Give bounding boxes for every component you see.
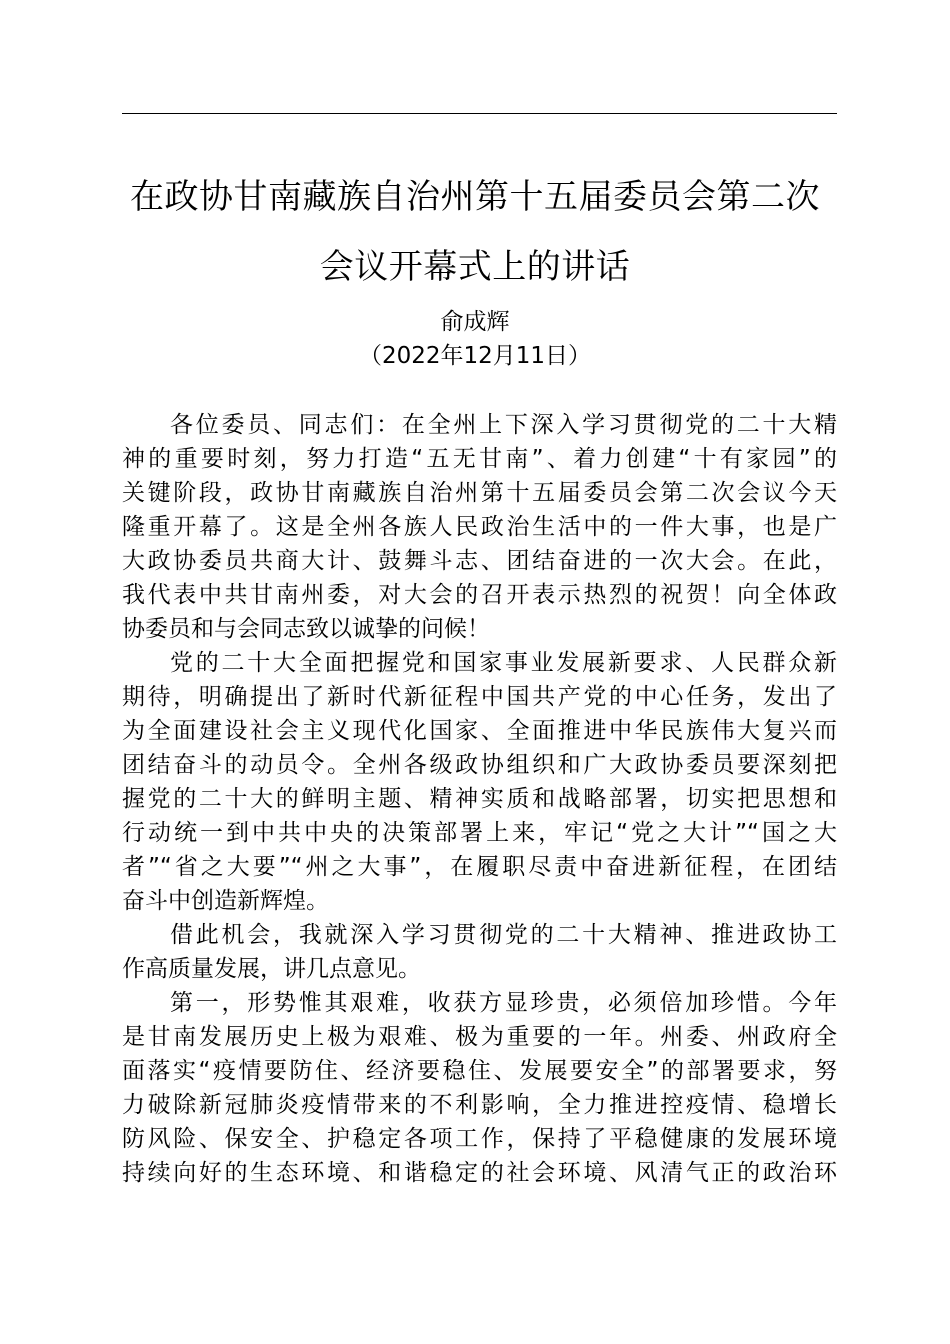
text-line: 者”“省之大要”“州之大事”，在履职尽责中奋进新征程，在团结: [122, 854, 837, 880]
text-line: 力破除新冠肺炎疫情带来的不利影响，全力推进控疫情、稳增长: [122, 1092, 837, 1118]
text-line: 行动统一到中共中央的决策部署上来，牢记“党之大计”“国之大: [122, 820, 837, 846]
text-line: 党的二十大全面把握党和国家事业发展新要求、人民群众新: [170, 650, 837, 676]
text-line: 协委员和与会同志致以诚挚的问候！: [122, 616, 490, 642]
text-line: 握党的二十大的鲜明主题、精神实质和战略部署，切实把思想和: [122, 786, 837, 812]
text-line: 作高质量发展，讲几点意见。: [122, 956, 421, 982]
paragraph-3: [122, 918, 837, 986]
text-line: 面落实“疫情要防住、经济要稳住、发展要安全”的部署要求，努: [122, 1058, 837, 1084]
text-line: 我代表中共甘南州委，对大会的召开表示热烈的祝贺！向全体政: [122, 582, 837, 608]
text-line: 第一，形势惟其艰难，收获方显珍贵，必须倍加珍惜。今年: [170, 990, 837, 1016]
text-line: 大政协委员共商大计、鼓舞斗志、团结奋进的一次大会。在此，: [122, 548, 837, 574]
text-line: 各位委员、同志们：在全州上下深入学习贯彻党的二十大精: [170, 412, 837, 438]
paragraph-2: [122, 646, 837, 918]
text-line: 期待，明确提出了新时代新征程中国共产党的中心任务，发出了: [122, 684, 837, 710]
document-title-line-2: 会议开幕式上的讲话: [319, 247, 631, 287]
text-line: 奋斗中创造新辉煌。: [122, 888, 329, 914]
text-line: 是甘南发展历史上极为艰难、极为重要的一年。州委、州政府全: [122, 1024, 837, 1050]
document-title-line-1: 在政协甘南藏族自治州第十五届委员会第二次: [130, 177, 820, 217]
text-line: 团结奋斗的动员令。全州各级政协组织和广大政协委员要深刻把: [122, 752, 837, 778]
text-line: 防风险、保安全、护稳定各项工作，保持了平稳健康的发展环境: [122, 1126, 837, 1152]
paragraph-4: [122, 986, 837, 1190]
document-body: [122, 408, 837, 1190]
header-rule: [122, 113, 837, 114]
text-line: 为全面建设社会主义现代化国家、全面推进中华民族伟大复兴而: [122, 718, 837, 744]
author-name: 俞成辉: [440, 309, 510, 335]
text-line: 持续向好的生态环境、和谐稳定的社会环境、风清气正的政治环: [122, 1160, 837, 1186]
text-line: 神的重要时刻，努力打造“五无甘南”、着力创建“十有家园”的: [122, 446, 837, 472]
text-line: 借此机会，我就深入学习贯彻党的二十大精神、推进政协工: [170, 922, 837, 948]
paragraph-1: [122, 408, 837, 646]
text-line: 关键阶段，政协甘南藏族自治州第十五届委员会第二次会议今天: [122, 480, 837, 506]
speech-date: （2022年12月11日）: [358, 343, 592, 369]
text-line: 隆重开幕了。这是全州各族人民政治生活中的一件大事，也是广: [122, 514, 837, 540]
